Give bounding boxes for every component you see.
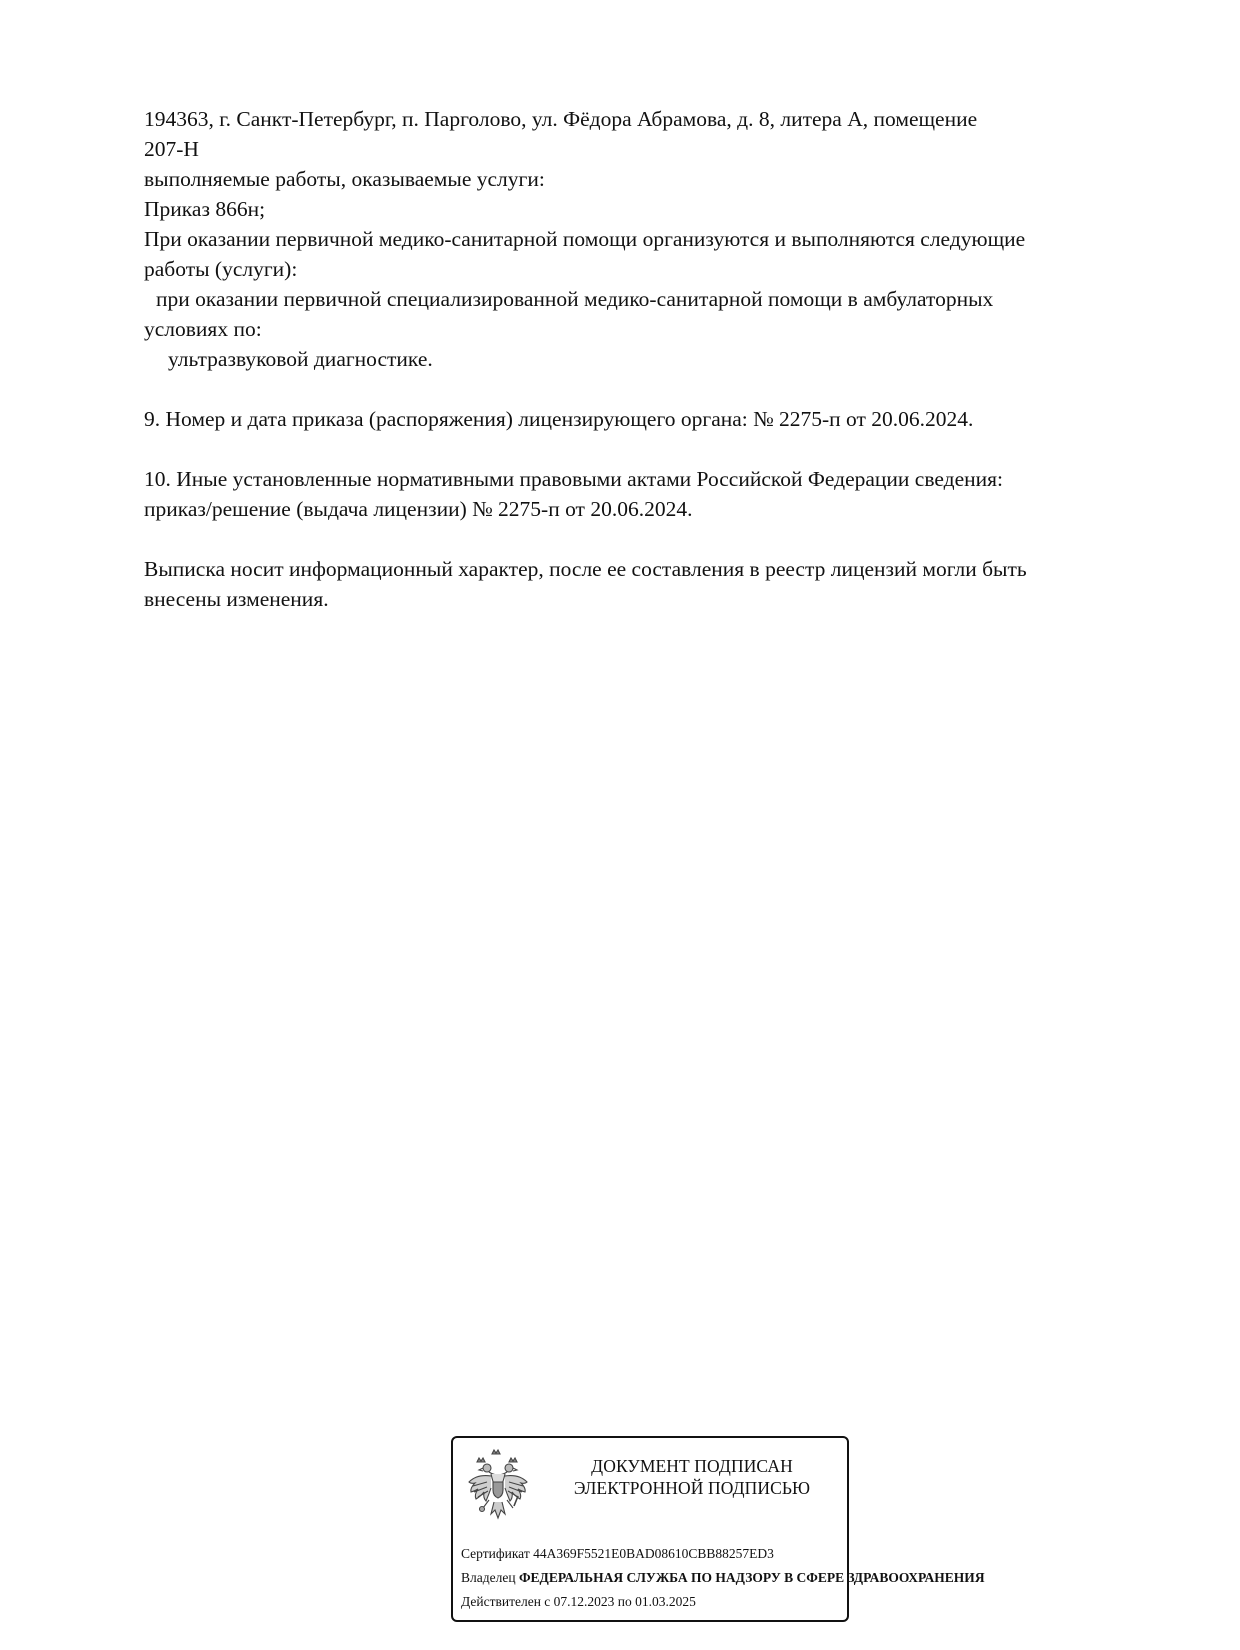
owner-label: Владелец bbox=[461, 1570, 516, 1585]
disclaimer-line-2: внесены изменения. bbox=[144, 587, 329, 611]
stamp-heading bbox=[545, 1455, 839, 1499]
item-10-line-2: приказ/решение (выдача лицензии) № 2275-п от 20.06.2024. bbox=[144, 497, 693, 521]
item-9-order-number: 9. Номер и дата приказа (распоряжения) лицензирующего органа: № 2275-п от 20.06.2024. bbox=[144, 407, 974, 431]
stamp-heading-line-2: ЭЛЕКТРОННОЙ ПОДПИСЬЮ bbox=[573, 1478, 811, 1498]
stamp-details bbox=[461, 1542, 985, 1614]
owner-value: ФЕДЕРАЛЬНАЯ СЛУЖБА ПО НАДЗОРУ В СФЕРЕ ЗДРАВООХРАНЕНИЯ bbox=[518, 1570, 985, 1585]
paragraph-gap bbox=[144, 524, 1154, 554]
order-reference: Приказ 866н; bbox=[144, 197, 266, 221]
works-label: выполняемые работы, оказываемые услуги: bbox=[144, 167, 545, 191]
item-10-line-1: 10. Иные установленные нормативными правовыми актами Российской Федерации сведения: bbox=[144, 467, 1003, 491]
certificate-label: Сертификат bbox=[461, 1546, 530, 1561]
certificate-row bbox=[461, 1542, 981, 1566]
electronic-signature-stamp bbox=[451, 1436, 985, 1622]
paragraph-gap bbox=[144, 434, 1154, 464]
specialized-care-line-2: условиях по: bbox=[144, 317, 262, 341]
primary-care-line-1: При оказании первичной медико-санитарной помощи организуются и выполняются следующие bbox=[144, 227, 1026, 251]
russian-coat-of-arms-icon bbox=[465, 1448, 531, 1526]
stamp-heading-line-1: ДОКУМЕНТ ПОДПИСАН bbox=[591, 1456, 793, 1476]
disclaimer-line-1: Выписка носит информационный характер, после ее составления в реестр лицензий могли быть bbox=[144, 557, 1027, 581]
primary-care-line-2: работы (услуги): bbox=[144, 257, 298, 281]
owner-row bbox=[461, 1566, 985, 1590]
paragraph-gap bbox=[144, 374, 1154, 404]
validity-row: Действителен с 07.12.2023 по 01.03.2025 bbox=[461, 1594, 696, 1609]
specialized-care-line-1: при оказании первичной специализированной медико-санитарной помощи в амбулаторных bbox=[156, 287, 994, 311]
certificate-value: 44A369F5521E0BAD08610CBB88257ED3 bbox=[533, 1546, 774, 1561]
address-line-2: 207-Н bbox=[144, 137, 199, 161]
document-body bbox=[144, 104, 1154, 614]
service-item: ультразвуковой диагностике. bbox=[168, 347, 433, 371]
address-line-1: 194363, г. Санкт-Петербург, п. Парголово, ул. Фёдора Абрамова, д. 8, литера А, помещение bbox=[144, 107, 978, 131]
